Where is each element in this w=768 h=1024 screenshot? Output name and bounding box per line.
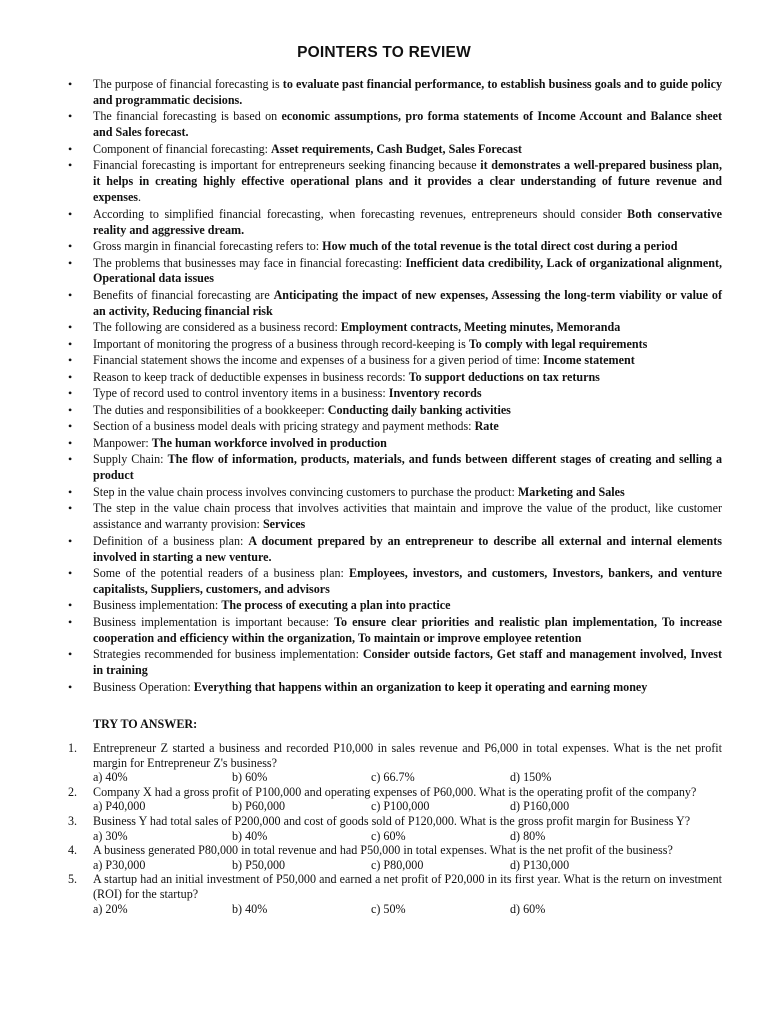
question-text: Entrepreneur Z started a business and recorded P10,000 in sales revenue and P6,000 in total expenses. What is the net profit margin for Entrepreneur Z's business? bbox=[93, 741, 722, 770]
answer-option: b) 40% bbox=[232, 828, 268, 843]
bullet-item bbox=[68, 207, 722, 239]
questions-list bbox=[68, 741, 722, 916]
question-text: A business generated P80,000 in total revenue and had P50,000 in total expenses. What is the net profit of the business? bbox=[93, 843, 673, 858]
bullet-text: Gross margin in financial forecasting refers to: bbox=[93, 239, 323, 254]
answer-option: a) P30,000 bbox=[93, 857, 146, 872]
answer-options bbox=[93, 858, 722, 873]
bullet-dot-icon: • bbox=[68, 402, 73, 417]
bullet-dot-icon: • bbox=[68, 647, 73, 662]
bullet-answer: Services bbox=[262, 517, 306, 532]
bullet-text: The problems that businesses may face in financial forecasting: bbox=[93, 255, 406, 270]
bullet-text: Business Operation: bbox=[93, 679, 194, 694]
bullet-dot-icon: • bbox=[68, 533, 73, 548]
bullet-answer: To comply with legal requirements bbox=[468, 336, 648, 351]
answer-option: a) 20% bbox=[93, 901, 128, 916]
bullet-tail: . bbox=[138, 190, 142, 205]
bullet-item bbox=[68, 142, 722, 158]
bullet-dot-icon: • bbox=[68, 566, 73, 581]
answer-option: a) P40,000 bbox=[93, 799, 146, 814]
bullet-dot-icon: • bbox=[68, 435, 73, 450]
bullet-dot-icon: • bbox=[68, 598, 73, 613]
question-item bbox=[68, 872, 722, 916]
bullet-text: Component of financial forecasting: bbox=[93, 141, 271, 156]
question-item bbox=[68, 785, 722, 814]
bullet-dot-icon: • bbox=[68, 255, 73, 270]
bullet-answer: Inventory records bbox=[388, 386, 482, 401]
bullet-item bbox=[68, 109, 722, 141]
bullet-dot-icon: • bbox=[68, 484, 73, 499]
bullet-answer: Consider outside factors, Get staff and management involved, Invest in training bbox=[93, 647, 722, 678]
question-number: 4. bbox=[68, 843, 78, 858]
bullet-item bbox=[68, 353, 722, 369]
bullet-dot-icon: • bbox=[68, 287, 73, 302]
bullet-text: The following are considered as a business record: bbox=[93, 320, 341, 335]
bullet-answer: to evaluate past financial performance, to establish business goals and to guide policy and programmatic decisions. bbox=[93, 77, 722, 107]
bullet-item bbox=[68, 370, 722, 386]
question-number: 1. bbox=[68, 741, 78, 755]
bullet-dot-icon: • bbox=[68, 369, 73, 384]
bullet-answer: Income statement bbox=[543, 353, 635, 368]
bullet-text: The purpose of financial forecasting is bbox=[93, 77, 283, 91]
bullet-answer: A document prepared by an entrepreneur to describe all external and internal elements involved in starting a new venture. bbox=[93, 533, 722, 564]
bullet-text: Important of monitoring the progress of a business through record-keeping is bbox=[93, 336, 469, 351]
question-number: 3. bbox=[68, 813, 78, 828]
bullet-text: Financial forecasting is important for entrepreneurs seeking financing because bbox=[93, 158, 481, 173]
bullet-answer: Inefficient data credibility, Lack of organizational alignment, Operational data issues bbox=[93, 255, 723, 286]
bullet-answer: The human workforce involved in production bbox=[151, 435, 387, 450]
question-item bbox=[68, 741, 722, 785]
bullet-item bbox=[68, 77, 722, 109]
answer-option: c) P80,000 bbox=[371, 857, 424, 872]
question-text: A startup had an initial investment of P50,000 and earned a net profit of P20,000 in its first year. What is the return on investment (ROI) for the startup? bbox=[93, 872, 722, 901]
question-text: Company X had a gross profit of P100,000 and operating expenses of P60,000. What is the operating profit of the company? bbox=[93, 784, 697, 799]
bullet-text: Manpower: bbox=[93, 435, 152, 450]
bullet-answer: Both conservative reality and aggressive dream. bbox=[93, 206, 722, 237]
answer-option: d) 60% bbox=[510, 901, 546, 916]
bullet-item bbox=[68, 598, 722, 614]
bullet-text: Type of record used to control inventory items in a business: bbox=[93, 386, 389, 401]
bullet-answer: To support deductions on tax returns bbox=[408, 369, 600, 384]
bullet-dot-icon: • bbox=[68, 336, 73, 351]
bullet-text: Benefits of financial forecasting are bbox=[93, 287, 274, 302]
bullet-item bbox=[68, 320, 722, 336]
bullet-text: Strategies recommended for business implementation: bbox=[93, 647, 363, 662]
answer-option: d) 80% bbox=[510, 828, 546, 843]
question-text: Business Y had total sales of P200,000 and cost of goods sold of P120,000. What is the gross profit margin for Business Y? bbox=[93, 813, 691, 828]
bullet-dot-icon: • bbox=[68, 206, 73, 221]
answer-options bbox=[93, 799, 722, 814]
bullet-text: Supply Chain: bbox=[93, 452, 168, 467]
bullet-dot-icon: • bbox=[68, 501, 73, 516]
bullet-text: Step in the value chain process involves convincing customers to purchase the product: bbox=[93, 484, 518, 499]
bullet-item bbox=[68, 239, 722, 255]
bullet-dot-icon: • bbox=[68, 452, 73, 467]
bullet-dot-icon: • bbox=[68, 158, 73, 173]
bullet-item bbox=[68, 534, 722, 566]
bullet-answer: Anticipating the impact of new expenses, Assessing the long-term viability or value of an activity, Reducing financial risk bbox=[93, 287, 722, 318]
bullet-answer: To ensure clear priorities and realistic plan implementation, To increase cooperation and efficiency within the organization, To maintain or improve employee retention bbox=[93, 614, 723, 645]
try-to-answer-heading: TRY TO ANSWER: bbox=[93, 717, 198, 731]
question-item bbox=[68, 814, 722, 843]
answer-option: c) 60% bbox=[371, 828, 406, 843]
bullet-answer: economic assumptions, pro forma statements of Income Account and Balance sheet and Sales forecast. bbox=[93, 109, 722, 140]
pointers-list bbox=[68, 77, 722, 696]
bullet-answer: Employment contracts, Meeting minutes, Memoranda bbox=[340, 320, 621, 335]
bullet-item bbox=[68, 452, 722, 484]
bullet-item bbox=[68, 158, 722, 206]
bullet-answer: it demonstrates a well-prepared business plan, it helps in creating highly effective operational plans and it provides a clear understanding of future revenue and expenses bbox=[93, 158, 722, 205]
bullet-dot-icon: • bbox=[68, 320, 73, 335]
bullet-text: The financial forecasting is based on bbox=[93, 109, 282, 124]
bullet-text: The step in the value chain process that involves activities that maintain and improve the value of the product, like customer assistance and warranty provision: bbox=[93, 501, 722, 532]
question-number: 2. bbox=[68, 784, 78, 799]
bullet-answer: Employees, investors, and customers, Investors, bankers, and venture capitalists, Suppliers, customers, and advisors bbox=[93, 566, 722, 596]
bullet-item bbox=[68, 566, 722, 598]
bullet-answer: How much of the total revenue is the total direct cost during a period bbox=[322, 239, 678, 254]
bullet-item bbox=[68, 647, 722, 679]
answer-options bbox=[93, 829, 722, 844]
question-item bbox=[68, 843, 722, 872]
answer-option: c) 50% bbox=[371, 901, 406, 916]
bullet-text: Section of a business model deals with pricing strategy and payment methods: bbox=[93, 419, 475, 434]
bullet-text: Definition of a business plan: bbox=[93, 533, 249, 548]
bullet-dot-icon: • bbox=[68, 386, 73, 401]
bullet-answer: Everything that happens within an organization to keep it operating and earning money bbox=[193, 679, 648, 694]
bullet-dot-icon: • bbox=[68, 419, 73, 434]
answer-option: d) P130,000 bbox=[510, 857, 570, 872]
bullet-answer: The flow of information, products, materials, and funds between different stages of creating and selling a product bbox=[93, 452, 722, 483]
answer-options bbox=[93, 902, 722, 917]
bullet-answer: Rate bbox=[474, 419, 499, 434]
bullet-item bbox=[68, 256, 722, 288]
bullet-item bbox=[68, 337, 722, 353]
bullet-text: Business implementation: bbox=[93, 598, 222, 613]
answer-option: a) 30% bbox=[93, 828, 128, 843]
bullet-text: Financial statement shows the income and expenses of a business for a given period of time: bbox=[93, 353, 544, 368]
bullet-item bbox=[68, 615, 722, 647]
bullet-dot-icon: • bbox=[68, 614, 73, 629]
bullet-item bbox=[68, 436, 722, 452]
answer-option: c) 66.7% bbox=[371, 770, 415, 785]
bullet-text: The duties and responsibilities of a bookkeeper: bbox=[93, 402, 328, 417]
answer-option: a) 40% bbox=[93, 770, 128, 785]
answer-option: d) 150% bbox=[510, 770, 552, 785]
answer-option: d) P160,000 bbox=[510, 799, 570, 814]
bullet-text: Business implementation is important because: bbox=[93, 614, 335, 629]
answer-options bbox=[93, 770, 722, 785]
bullet-dot-icon: • bbox=[68, 353, 73, 368]
page-title: POINTERS TO REVIEW bbox=[297, 44, 471, 61]
bullet-text: According to simplified financial forecasting, when forecasting revenues, entrepreneurs should consider bbox=[93, 206, 628, 221]
answer-option: b) P60,000 bbox=[232, 799, 286, 814]
bullet-item bbox=[68, 419, 722, 435]
bullet-answer: Marketing and Sales bbox=[517, 484, 625, 499]
bullet-text: Reason to keep track of deductible expenses in business records: bbox=[93, 369, 409, 384]
bullet-item bbox=[68, 485, 722, 501]
bullet-item bbox=[68, 501, 722, 533]
bullet-item bbox=[68, 386, 722, 402]
question-number: 5. bbox=[68, 872, 78, 887]
answer-option: b) 40% bbox=[232, 901, 268, 916]
bullet-item bbox=[68, 403, 722, 419]
bullet-answer: Asset requirements, Cash Budget, Sales Forecast bbox=[271, 141, 522, 156]
answer-option: c) P100,000 bbox=[371, 799, 430, 814]
bullet-answer: Conducting daily banking activities bbox=[327, 402, 511, 417]
bullet-dot-icon: • bbox=[68, 239, 73, 254]
bullet-dot-icon: • bbox=[68, 679, 73, 694]
answer-option: b) P50,000 bbox=[232, 857, 286, 872]
bullet-dot-icon: • bbox=[68, 141, 73, 156]
bullet-dot-icon: • bbox=[68, 109, 73, 124]
bullet-item bbox=[68, 680, 722, 696]
bullet-answer: The process of executing a plan into practice bbox=[221, 598, 451, 613]
bullet-item bbox=[68, 288, 722, 320]
bullet-text: Some of the potential readers of a business plan: bbox=[93, 566, 349, 581]
bullet-dot-icon: • bbox=[68, 77, 73, 91]
answer-option: b) 60% bbox=[232, 770, 268, 785]
